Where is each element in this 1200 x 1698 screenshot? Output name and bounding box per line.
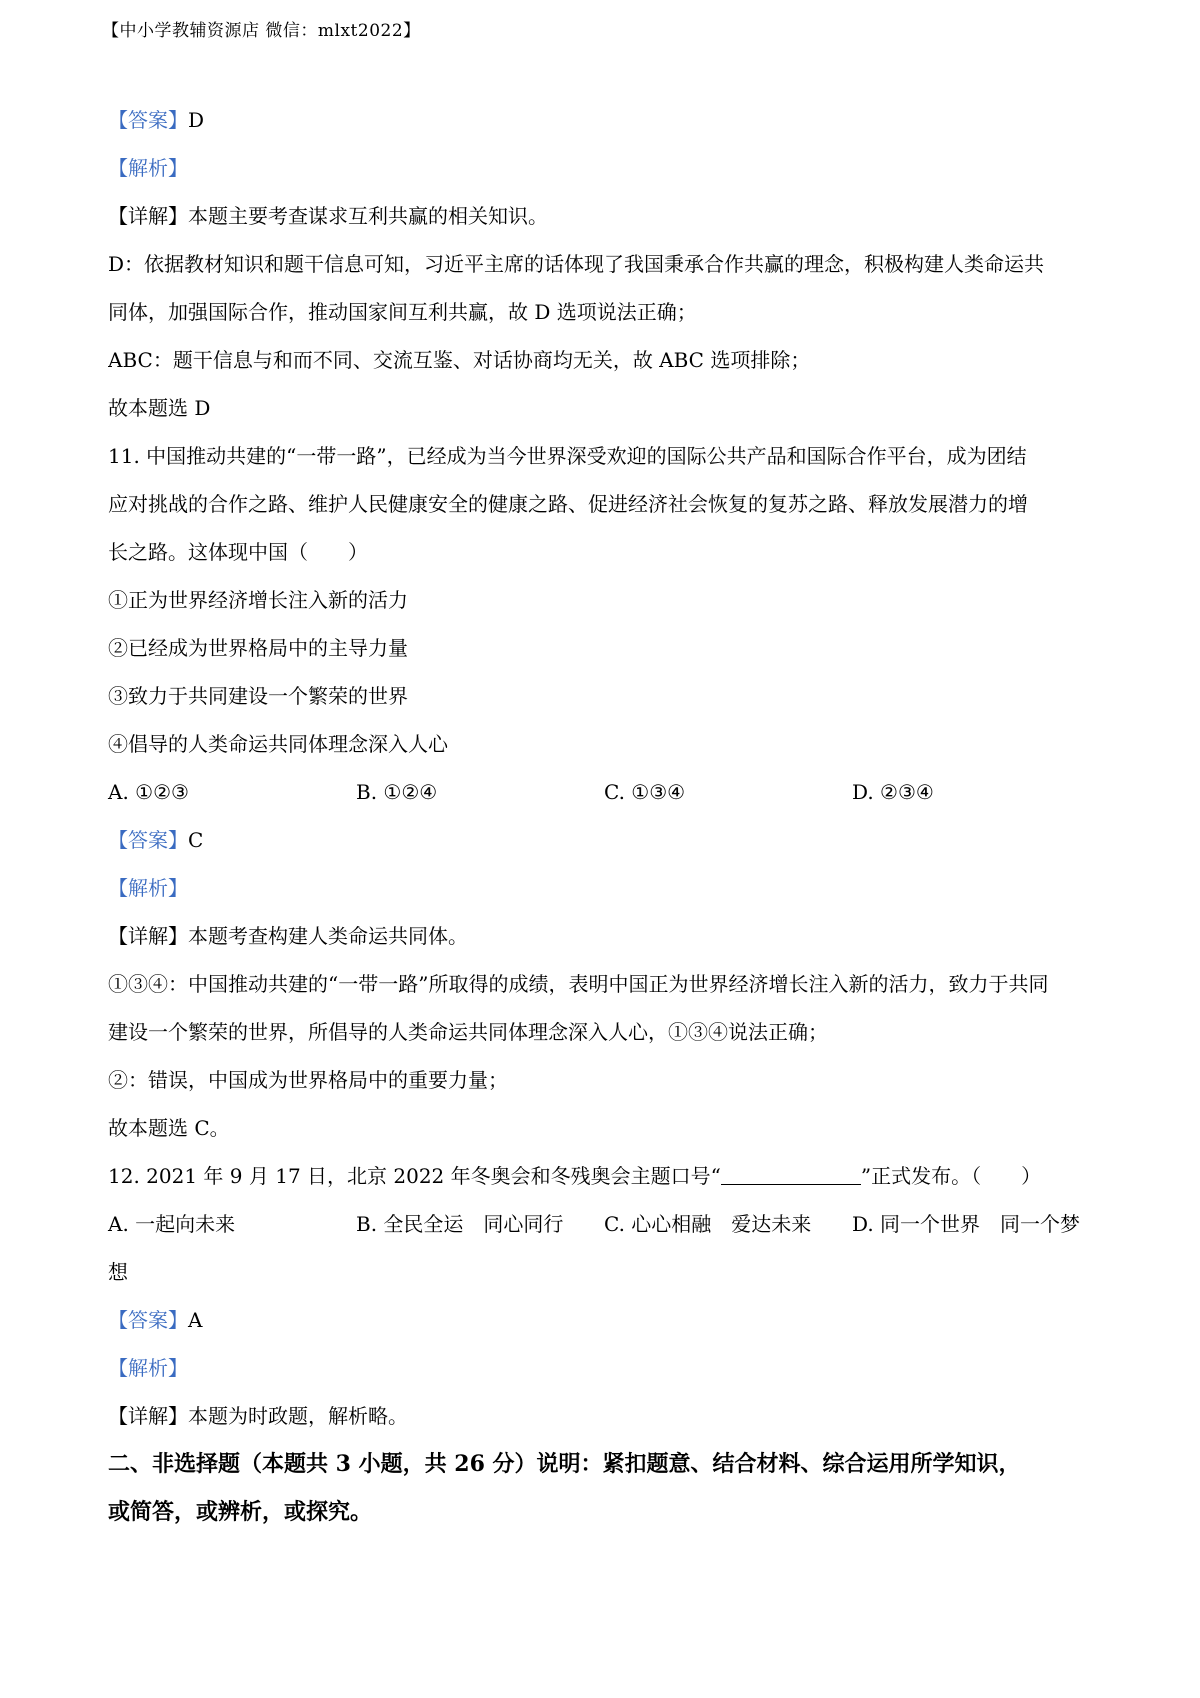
analysis-label: 【解析】 — [108, 876, 188, 900]
q10-explanation-line: D：依据教材知识和题干信息可知，习近平主席的话体现了我国秉承合作共赢的理念，积极构建人类命运共 — [108, 252, 1045, 276]
q10-analysis-line — [108, 144, 1108, 192]
answer-label: 【答案】 — [108, 108, 188, 132]
q11-conclusion-line: 故本题选 C。 — [108, 1116, 230, 1140]
option-c: C. 心心相融 爱达未来 — [604, 1212, 812, 1236]
answer-value: A — [188, 1308, 203, 1332]
section-heading-continued: 或简答，或辨析，或探究。 — [108, 1499, 373, 1525]
analysis-label: 【解析】 — [108, 1356, 188, 1380]
q11-statement: ②已经成为世界格局中的主导力量 — [108, 636, 408, 660]
detail-text: 本题考查构建人类命运共同体。 — [188, 924, 468, 948]
option-d: D. 同一个世界 同一个梦 — [852, 1212, 1081, 1236]
q10-explanation-line: 同体，加强国际合作，推动国家间互利共赢，故 D 选项说法正确； — [108, 300, 697, 324]
q12-stem-after: ”正式发布。（ ） — [860, 1164, 1042, 1188]
fill-in-blank — [721, 1162, 861, 1185]
detail-label: 【详解】 — [108, 204, 188, 228]
page-header: 【中小学教辅资源店 微信：mlxt2022】 — [102, 21, 421, 41]
q11-statement: ④倡导的人类命运共同体理念深入人心 — [108, 732, 448, 756]
q11-stem-line: 11. 中国推动共建的“一带一路”，已经成为当今世界深受欢迎的国际公共产品和国际合作平台，成为团结 — [108, 444, 1027, 468]
answer-value: D — [188, 108, 205, 132]
section-heading: 二、非选择题（本题共 3 小题，共 26 分）说明：紧扣题意、结合材料、综合运用所学知识， — [108, 1451, 1021, 1477]
option-d: D. ②③④ — [852, 780, 934, 804]
option-b: B. ①②④ — [356, 780, 438, 804]
q11-statement: ③致力于共同建设一个繁荣的世界 — [108, 684, 408, 708]
q11-explanation-line: ②：错误，中国成为世界格局中的重要力量； — [108, 1068, 508, 1092]
option-b: B. 全民全运 同心同行 — [356, 1212, 564, 1236]
q12-analysis-line — [108, 1344, 1108, 1392]
q10-explanation-line: ABC：题干信息与和而不同、交流互鉴、对话协商均无关，故 ABC 选项排除； — [108, 348, 811, 372]
q11-statement: ①正为世界经济增长注入新的活力 — [108, 588, 408, 612]
q12-answer-line — [108, 1296, 1108, 1344]
q10-answer-line — [108, 96, 1108, 144]
option-a: A. 一起向未来 — [108, 1212, 236, 1236]
q11-explanation-line: 建设一个繁荣的世界，所倡导的人类命运共同体理念深入人心，①③④说法正确； — [108, 1020, 828, 1044]
detail-text: 本题主要考查谋求互利共赢的相关知识。 — [188, 204, 548, 228]
q12-detail-line — [108, 1392, 1108, 1440]
q12-stem-line — [108, 1152, 1108, 1200]
document-content — [108, 96, 1108, 1536]
detail-label: 【详解】 — [108, 924, 188, 948]
detail-label: 【详解】 — [108, 1404, 188, 1428]
answer-label: 【答案】 — [108, 828, 188, 852]
q12-option-wrap: 想 — [108, 1260, 128, 1284]
q11-answer-line — [108, 816, 1108, 864]
option-c: C. ①③④ — [604, 780, 686, 804]
q11-stem-line: 应对挑战的合作之路、维护人民健康安全的健康之路、促进经济社会恢复的复苏之路、释放发展潜力的增 — [108, 492, 1028, 516]
q10-detail-line — [108, 192, 1108, 240]
answer-value: C — [188, 828, 204, 852]
q12-stem-before: 12. 2021 年 9 月 17 日，北京 2022 年冬奥会和冬残奥会主题口号“ — [108, 1164, 721, 1188]
analysis-label: 【解析】 — [108, 156, 188, 180]
q11-explanation-line: ①③④：中国推动共建的“一带一路”所取得的成绩，表明中国正为世界经济增长注入新的活力，致力于共同 — [108, 972, 1049, 996]
q11-analysis-line — [108, 864, 1108, 912]
q10-conclusion-line: 故本题选 D — [108, 396, 211, 420]
q12-options — [108, 1200, 1108, 1248]
option-a: A. ①②③ — [108, 780, 189, 804]
q11-detail-line — [108, 912, 1108, 960]
q11-options — [108, 768, 1108, 816]
answer-label: 【答案】 — [108, 1308, 188, 1332]
q11-stem-line: 长之路。这体现中国（ ） — [108, 540, 368, 564]
detail-text: 本题为时政题，解析略。 — [188, 1404, 408, 1428]
